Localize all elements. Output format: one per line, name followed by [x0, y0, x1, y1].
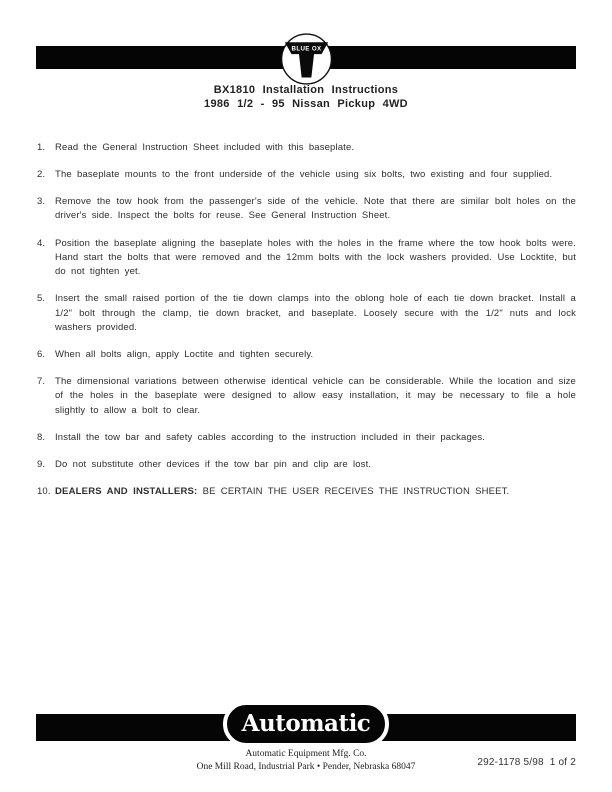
instruction-number: 8.: [37, 431, 46, 443]
instruction-item: [36, 485, 576, 499]
instruction-number: 3.: [37, 196, 46, 208]
instruction-number: 4.: [37, 237, 46, 249]
instruction-number: 1.: [37, 142, 46, 153]
instruction-item: [36, 237, 576, 280]
instruction-item: [36, 375, 576, 418]
instruction-text: Read the General Instruction Sheet included with this baseplate.: [55, 142, 355, 153]
instruction-text: Install the tow bar and safety cables according to the instruction included in their packages.: [55, 431, 486, 443]
instruction-text: DEALERS AND INSTALLERS: BE CERTAIN THE USER RECEIVES THE INSTRUCTION SHEET.: [55, 485, 510, 497]
instruction-list: [36, 141, 576, 512]
instruction-item: [36, 141, 576, 155]
document-reference: [477, 757, 576, 768]
instruction-item: [36, 458, 576, 472]
instruction-number: 7.: [37, 376, 46, 388]
title-line-2: 1986 1/2 - 95 Nissan Pickup 4WD: [204, 97, 408, 110]
blue-ox-logo-icon: [280, 32, 333, 86]
instruction-item: [36, 168, 576, 182]
instruction-text: The baseplate mounts to the front underside of the vehicle using six bolts, two existing and four supplied.: [55, 169, 553, 181]
instruction-number: 9.: [37, 458, 46, 470]
blue-ox-logo-text: BLUE OX: [291, 45, 322, 53]
title-line-1: BX1810 Installation Instructions: [213, 84, 399, 96]
instruction-number: 5.: [37, 293, 46, 305]
instruction-item: [36, 348, 576, 362]
automatic-logo-text: Automatic: [241, 709, 371, 737]
instruction-number: 10.: [37, 485, 51, 497]
instruction-number: 2.: [37, 169, 46, 181]
instruction-item: [36, 431, 576, 445]
page-indicator: 1 of 2: [549, 757, 576, 768]
instruction-text: Remove the tow hook from the passenger's side of the vehicle. Note that there are similar bolt holes on the driver's side. Inspect the bolts for reuse. See General Instruction Sheet.: [55, 196, 576, 222]
automatic-logo: [223, 701, 389, 747]
instruction-item: [36, 195, 576, 224]
instruction-text: When all bolts align, apply Loctite and tighten securely.: [55, 348, 314, 360]
instruction-number: 6.: [37, 348, 46, 360]
doc-number: 292-1178 5/98: [477, 757, 544, 768]
company-name: Automatic Equipment Mfg. Co.: [245, 749, 367, 759]
instruction-text: The dimensional variations between otherwise identical vehicle can be considerable. While the location and size of the holes in the baseplate were designed to allow easy installation, it may be necessary to file a hole slightly to allow a bolt to clear.: [55, 376, 576, 416]
instruction-text: Do not substitute other devices if the tow bar pin and clip are lost.: [55, 458, 372, 470]
document-title: [0, 84, 612, 111]
instruction-text: Position the baseplate aligning the baseplate holes with the holes in the frame where the tow hook bolts were. Hand start the bolts that were removed and the 12mm bolts with the lock washers provided. Use Locktite, but do not tighten yet.: [55, 237, 576, 278]
instruction-text: Insert the small raised portion of the tie down clamps into the oblong hole of each tie down bracket. Install a 1/2" bolt through the clamp, tie down bracket, and baseplate. Loosely secure with the 1/2" nuts and lock washers provided.: [55, 293, 576, 333]
instruction-item: [36, 292, 576, 335]
company-address: One Mill Road, Industrial Park • Pender, Nebraska 68047: [196, 761, 416, 772]
